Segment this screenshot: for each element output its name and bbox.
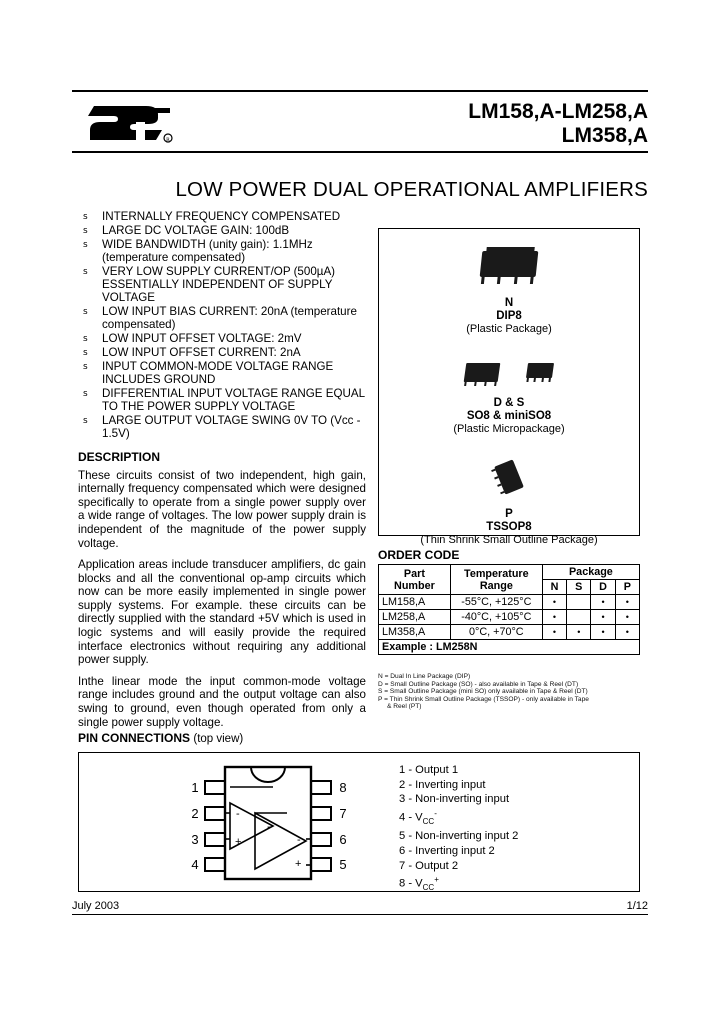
feature-item — [78, 238, 366, 265]
pin-list-item: 2 - Inverting input — [399, 778, 486, 791]
package-code: D & S — [493, 397, 525, 409]
feature-text: LOW INPUT OFFSET VOLTAGE: 2mV — [102, 332, 302, 346]
cell-package-p: • — [615, 610, 639, 625]
svg-text:R: R — [166, 137, 170, 143]
cell-temperature-range: 0°C, +70°C — [450, 625, 542, 640]
svg-text:8: 8 — [339, 780, 347, 795]
feature-text: LOW INPUT BIAS CURRENT: 20nA (temperature compensated) — [102, 305, 357, 332]
feature-item — [78, 305, 366, 332]
cell-package-n: • — [542, 595, 566, 610]
dip8-pinout-drawing — [167, 761, 367, 885]
col-part-number: Part Number — [379, 565, 451, 595]
cell-package-n: • — [542, 610, 566, 625]
col-temperature-range: Temperature Range — [450, 565, 542, 595]
feature-item — [78, 332, 366, 345]
description-paragraph: Application areas include transducer amplifiers, dc gain blocks and all the conventional op-amp circuits which now can be more easily implemented in single power supply systems. For example. these circuits can be directly supplied with the standard +5V which is used in logic systems and will easily provide the required interface electronics without requiring any additional power supply. — [78, 558, 366, 667]
legend-line: P = Thin Shrink Small Outline Package (TSSOP) - only available in Tape — [378, 695, 589, 703]
order-code-table — [378, 564, 640, 655]
feature-item — [78, 224, 366, 237]
package-note: (Thin Shrink Small Outline Package) — [420, 534, 598, 546]
miniso8-icon — [526, 363, 554, 378]
feature-text: LARGE OUTPUT VOLTAGE SWING 0V TO (Vcc - 1.5V) — [102, 413, 361, 441]
feature-text: VERY LOW SUPPLY CURRENT/OP (500µA) ESSENTIALLY INDEPENDENT OF SUPPLY VOLTAGE — [102, 264, 336, 305]
cell-part-number: LM158,A — [379, 595, 451, 610]
order-example: Example : LM258N — [379, 640, 640, 655]
pin-list-item: 6 - Inverting input 2 — [399, 844, 495, 857]
cell-part-number: LM258,A — [379, 610, 451, 625]
package-note: (Plastic Micropackage) — [453, 423, 565, 435]
feature-text: LARGE DC VOLTAGE GAIN: 100dB — [102, 223, 290, 237]
package-note: (Plastic Package) — [466, 323, 552, 335]
bullet-icon: s — [83, 415, 88, 426]
pin-connections-subtitle: (top view) — [193, 733, 244, 745]
order-code-heading: ORDER CODE — [378, 548, 460, 562]
so8-icon — [379, 351, 639, 397]
legend-line: S = Small Outline Package (mini SO) only available in Tape & Reel (DT) — [378, 688, 588, 696]
features-list — [78, 210, 366, 441]
package-so8-miniso8 — [379, 351, 639, 436]
package-code: P — [505, 508, 513, 520]
cell-part-number: LM358,A — [379, 625, 451, 640]
feature-item — [78, 387, 366, 414]
pin-list-item: 3 - Non-inverting input — [399, 793, 510, 806]
svg-text:2: 2 — [191, 806, 199, 821]
package-name: TSSOP8 — [486, 521, 532, 533]
document-title: LOW POWER DUAL OPERATIONAL AMPLIFIERS — [175, 178, 648, 201]
svg-text:+: + — [295, 858, 302, 870]
feature-item — [78, 360, 366, 387]
feature-item — [78, 265, 366, 305]
description-paragraph: Inthe linear mode the input common-mode voltage range includes ground and the output voltage can also swing to ground, even though operated from only a single power supply voltage. — [78, 674, 366, 729]
bullet-icon: s — [83, 225, 88, 236]
page-header — [72, 90, 648, 153]
svg-text:-: - — [236, 808, 240, 820]
bullet-icon: s — [83, 266, 88, 277]
feature-text: LOW INPUT OFFSET CURRENT: 2nA — [102, 345, 301, 359]
package-name: DIP8 — [496, 310, 522, 322]
feature-item — [78, 346, 366, 359]
bullet-icon: s — [83, 307, 88, 318]
pin-list-item: 1 - Output 1 — [399, 764, 459, 776]
col-package-s: S — [567, 580, 591, 595]
svg-text:4: 4 — [191, 857, 199, 872]
pin-connections-box — [78, 752, 640, 892]
legend-line: & Reel (PT) — [387, 703, 422, 711]
tssop8-icon — [379, 462, 639, 508]
bullet-icon: s — [83, 361, 88, 372]
svg-text:5: 5 — [339, 857, 347, 872]
table-row-example — [379, 640, 640, 655]
header-rule-bottom — [72, 151, 648, 153]
cell-package-s: • — [567, 625, 591, 640]
table-row — [379, 625, 640, 640]
cell-temperature-range: -55°C, +125°C — [450, 595, 542, 610]
feature-text: WIDE BANDWIDTH (unity gain): 1.1MHz (temperature compensated) — [102, 237, 313, 264]
legend-line: D = Small Outline Package (SO) - also available in Tape & Reel (DT) — [378, 680, 579, 688]
pin-list-item: $4 - V_{CC}^-$ — [399, 808, 437, 826]
feature-text: DIFFERENTIAL INPUT VOLTAGE RANGE EQUAL TO THE POWER SUPPLY VOLTAGE — [102, 386, 365, 414]
col-package-n: N — [542, 580, 566, 595]
cell-package-d: • — [591, 625, 615, 640]
bullet-icon: s — [83, 212, 88, 222]
feature-item — [78, 414, 366, 441]
svg-text:3: 3 — [191, 832, 199, 847]
pin-function-list — [399, 763, 518, 896]
svg-text:7: 7 — [339, 806, 347, 821]
col-package-d: D — [591, 580, 615, 595]
bullet-icon: s — [83, 388, 88, 399]
cell-package-s — [567, 610, 591, 625]
pin-connections-heading — [78, 731, 243, 745]
cell-package-p: • — [615, 625, 639, 640]
cell-package-s — [567, 595, 591, 610]
pin-list-item: 5 - Non-inverting input 2 — [399, 830, 519, 843]
left-column — [78, 210, 366, 729]
bullet-icon: s — [83, 239, 88, 250]
svg-text:-: - — [297, 834, 301, 846]
table-row — [379, 610, 640, 625]
description-paragraph: These circuits consist of two independent, high gain, internally frequency compensated which were designed specifically to operate from a single power supply over a wide range of voltages. The low power supply drain is independent of the magnitude of the power supply voltage. — [78, 468, 366, 550]
part-title-line2: LM358,A — [561, 123, 648, 147]
svg-text:6: 6 — [339, 832, 347, 847]
cell-package-n: • — [542, 625, 566, 640]
st-logo — [84, 100, 176, 146]
page-footer — [72, 900, 648, 915]
dip8-icon — [379, 251, 639, 297]
cell-package-d: • — [591, 595, 615, 610]
cell-temperature-range: -40°C, +105°C — [450, 610, 542, 625]
footer-date: July 2003 — [72, 900, 120, 912]
package-illustration-box — [378, 228, 640, 546]
col-package-p: P — [615, 580, 639, 595]
description-heading: DESCRIPTION — [78, 449, 161, 464]
feature-text: INPUT COMMON-MODE VOLTAGE RANGE INCLUDES GROUND — [102, 359, 334, 387]
bullet-icon: s — [83, 347, 88, 358]
pin-connections-title: PIN CONNECTIONS — [78, 731, 191, 745]
pin-list-item: 7 - Output 2 — [399, 859, 459, 872]
package-dip8 — [379, 241, 639, 336]
part-title-line1: LM158,A-LM258,A — [468, 100, 648, 123]
svg-text:+: + — [235, 836, 242, 848]
cell-package-d: • — [591, 610, 615, 625]
part-number-titles — [468, 98, 648, 147]
bullet-icon: s — [83, 334, 88, 345]
package-name: SO8 & miniSO8 — [466, 410, 552, 422]
legend-line: N = Dual In Line Package (DIP) — [378, 673, 471, 680]
svg-text:-: - — [267, 821, 271, 833]
package-tssop8 — [379, 454, 639, 547]
svg-text:1: 1 — [191, 780, 199, 795]
table-row — [379, 595, 640, 610]
feature-item — [78, 210, 366, 223]
cell-package-p: • — [615, 595, 639, 610]
col-package-group: Package — [542, 565, 639, 580]
feature-text: INTERNALLY FREQUENCY COMPENSATED — [102, 210, 341, 223]
package-legend — [378, 673, 644, 711]
footer-rule — [72, 914, 648, 915]
table-header-row — [379, 565, 640, 580]
pin-list-item: $8 - V_{CC}^+$ — [399, 875, 439, 893]
footer-page-number: 1/12 — [626, 900, 648, 912]
package-code: N — [504, 297, 514, 309]
